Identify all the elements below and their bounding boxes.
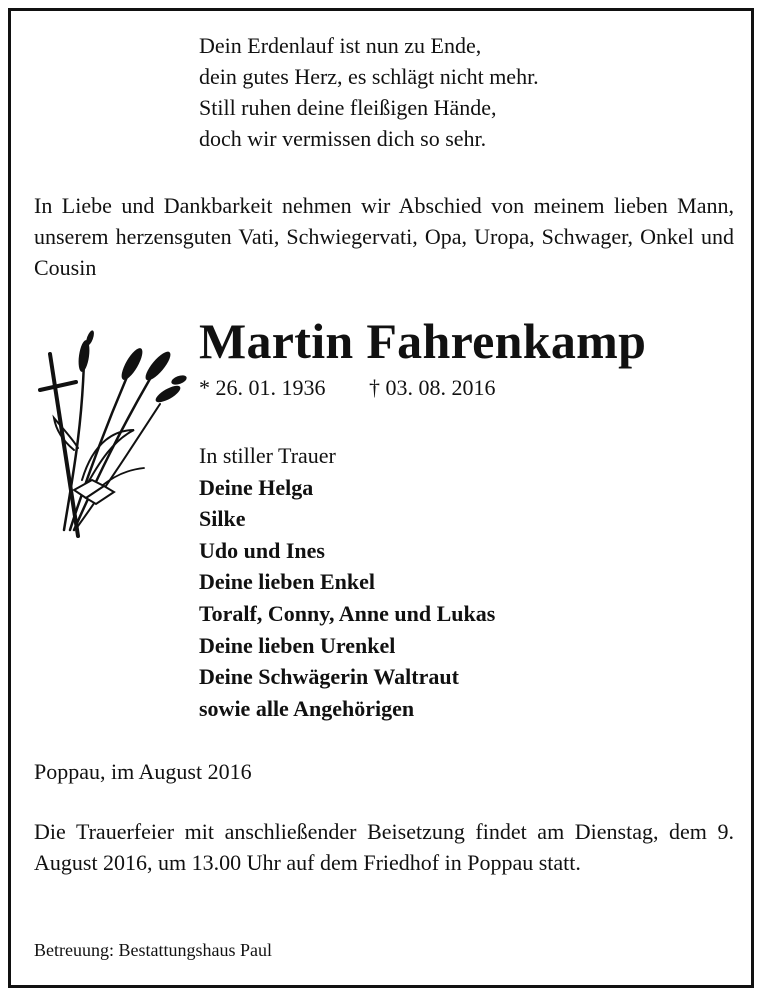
mourner-name: Deine lieben Enkel — [199, 569, 376, 595]
mourner-name: Udo und Ines — [199, 537, 325, 563]
mourner-name: Toralf, Conny, Anne und Lukas — [199, 600, 496, 626]
mourner-name: sowie alle Angehörigen — [199, 695, 415, 721]
poem-line: doch wir vermissen dich so sehr. — [199, 126, 487, 151]
funeral-info: Die Trauerfeier mit anschließender Beisetzung findet am Dienstag, dem 9. August 2016, um 13.00 Uhr auf dem Friedhof in Poppau statt. — [34, 819, 734, 875]
life-dates — [199, 373, 496, 403]
poem — [199, 30, 539, 154]
funeral-home-credit: Betreuung: Bestattungshaus Paul — [34, 940, 272, 960]
deceased-name: Martin Fahrenkamp — [199, 313, 647, 369]
birth-date: * 26. 01. 1936 — [199, 375, 326, 400]
mourners-block — [199, 440, 495, 724]
place-and-date: Poppau, im August 2016 — [34, 759, 252, 784]
poem-line: dein gutes Herz, es schlägt nicht mehr. — [199, 64, 539, 89]
cross-and-wheat-icon — [34, 330, 194, 540]
mourner-name: Silke — [199, 506, 246, 532]
mourner-name: Deine Schwägerin Waltraut — [199, 664, 459, 690]
poem-line: Still ruhen deine fleißigen Hände, — [199, 95, 497, 120]
mourner-name: Deine lieben Urenkel — [199, 632, 396, 658]
mourners-heading: In stiller Trauer — [199, 443, 336, 468]
intro-text: In Liebe und Dankbarkeit nehmen wir Abschied von meinem lieben Mann, unserem herzensguten Vati, Schwiegervati, Opa, Uropa, Schwager, Onkel und Cousin — [34, 193, 734, 280]
mourner-name: Deine Helga — [199, 474, 314, 500]
poem-line: Dein Erdenlauf ist nun zu Ende, — [199, 33, 482, 58]
death-date: † 03. 08. 2016 — [369, 375, 496, 400]
